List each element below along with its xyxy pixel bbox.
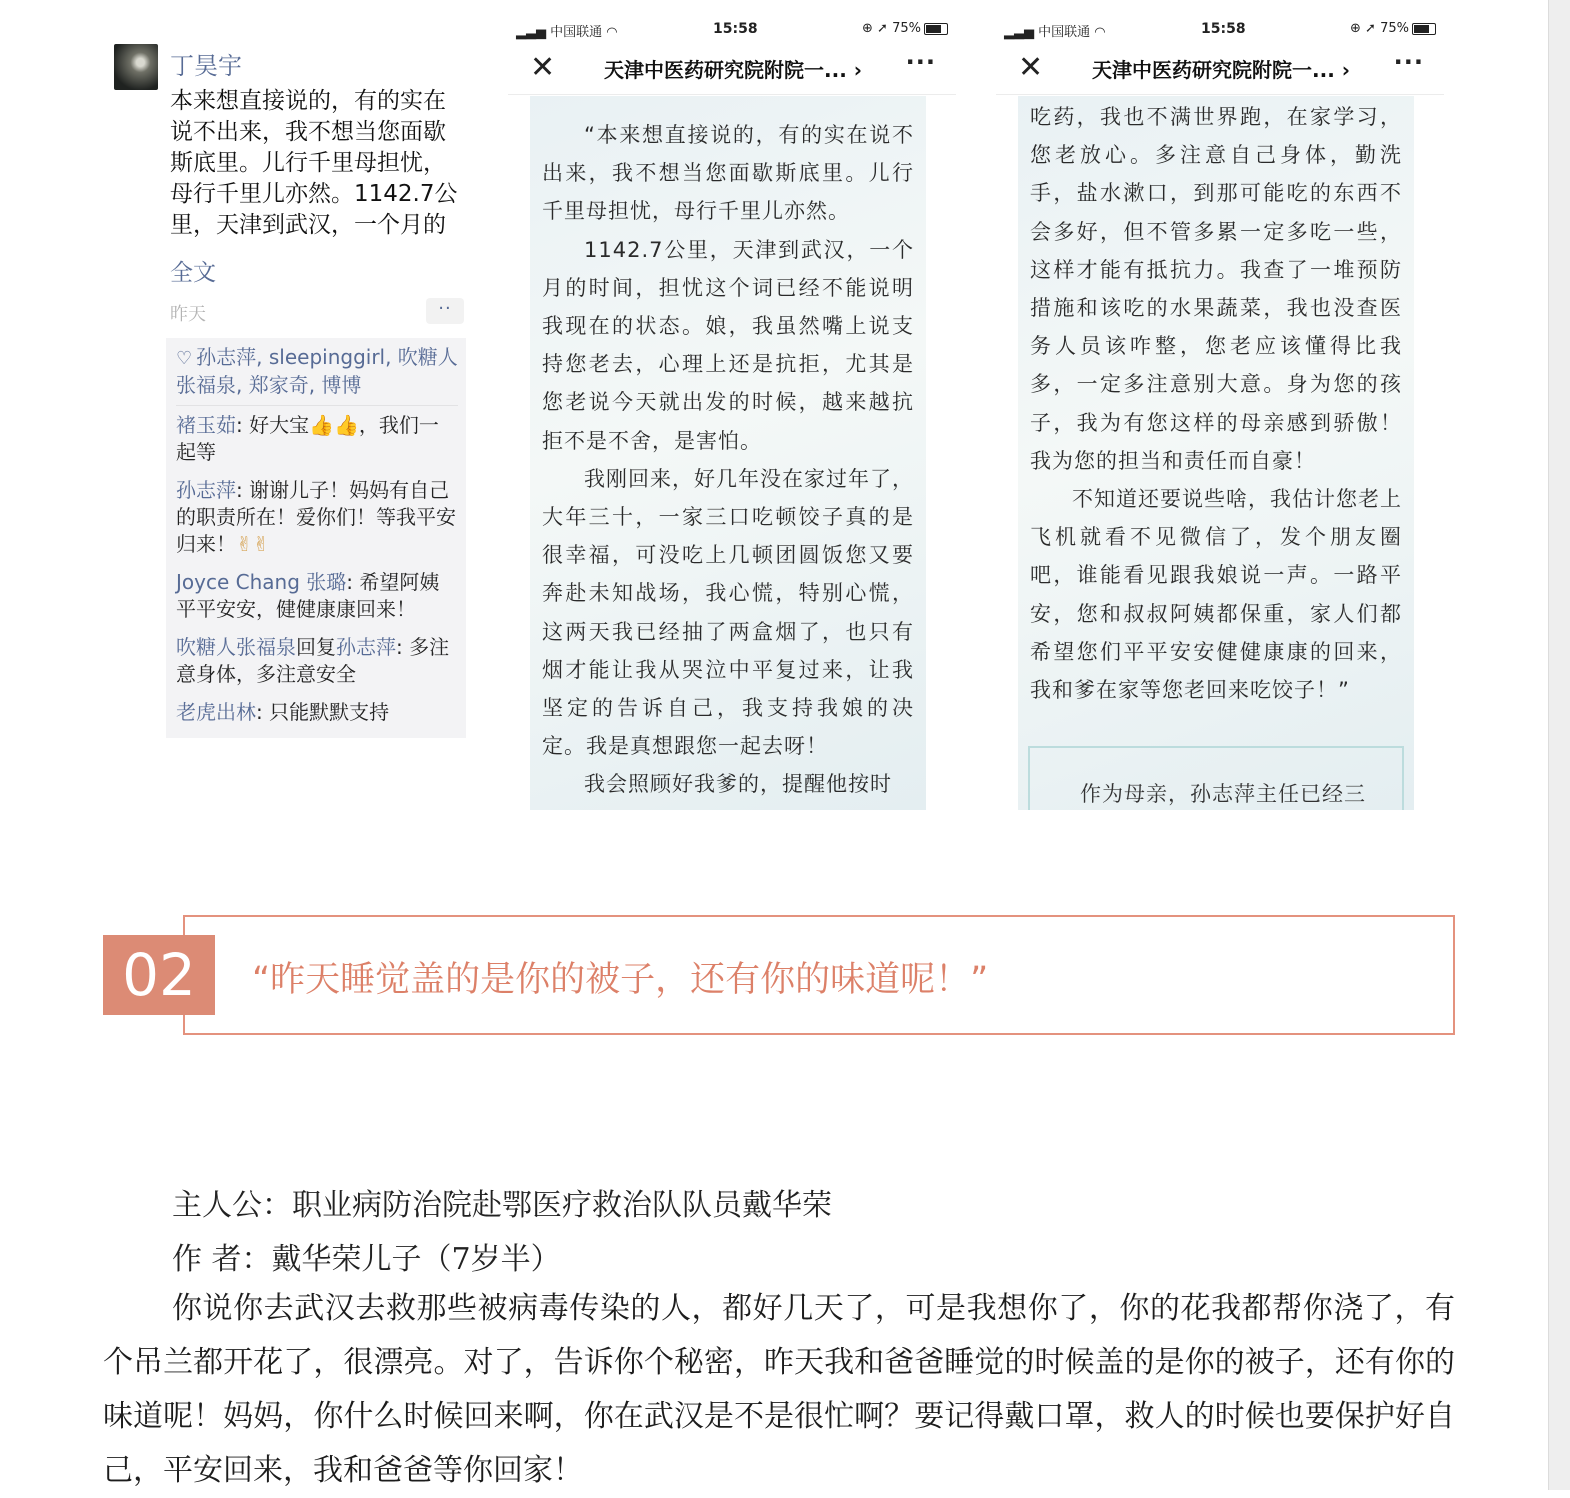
comment-user[interactable]: 老虎出林 xyxy=(176,700,256,724)
more-icon[interactable]: ··· xyxy=(1393,48,1424,76)
protagonist-line: 主人公：职业病防治院赴鄂医疗救治队队员戴华荣 xyxy=(172,1188,832,1223)
comment-text: ，我们一起等 xyxy=(176,413,439,464)
comment-sep: : xyxy=(256,700,270,724)
comments-area xyxy=(166,338,466,738)
moments-post xyxy=(108,38,470,743)
location-icon: ⊕ ➚ xyxy=(1350,21,1376,36)
comment-sep: : xyxy=(236,478,250,502)
comment-user[interactable]: 孙志萍 xyxy=(176,478,236,502)
wifi-icon: ◠ xyxy=(1094,25,1106,40)
avatar[interactable] xyxy=(114,44,158,90)
comment-user[interactable]: Joyce Chang 张璐 xyxy=(176,570,347,594)
close-icon[interactable]: ✕ xyxy=(1018,50,1044,85)
status-time: 15:58 xyxy=(1201,21,1246,37)
signal-icon: ▂▃▅ 中国联通 ◠ xyxy=(516,25,618,40)
nav-bar xyxy=(996,46,1444,95)
article-quote-box xyxy=(1028,746,1404,810)
comment-item[interactable] xyxy=(176,569,458,623)
status-bar xyxy=(508,10,956,46)
nav-title[interactable] xyxy=(1092,54,1350,83)
location-icon: ⊕ ➚ xyxy=(862,21,888,36)
article-box-text: 作为母亲，孙志萍主任已经三 xyxy=(1080,782,1366,806)
comment-text: 谢谢儿子！妈妈有自己的职责所在！爱你们！等我平安归来！ xyxy=(176,478,456,556)
carrier: 中国联通 xyxy=(550,25,603,40)
battery-percent: 75% xyxy=(1380,21,1409,36)
nav-title[interactable] xyxy=(604,54,862,83)
more-icon[interactable]: ··· xyxy=(905,48,936,76)
status-time: 15:58 xyxy=(713,21,758,37)
comment-user[interactable]: 褚玉茹 xyxy=(176,413,236,437)
comment-item[interactable] xyxy=(176,634,458,688)
article-paragraph: 不知道还要说些啥，我估计您老上飞机就看不见微信了，发个朋友圈吧，谁能看见跟我娘说一声。一路平安，您和叔叔阿姨都保重，家人们都希望您们平平安安健健康康的回来，我和爹在家等您老回来吃饺子！” xyxy=(1030,487,1402,703)
moments-post-text: 本来想直接说的，有的实在说不出来，我不想当您面歇斯底里。儿行千里母担忧，母行千里儿亦然。1142.7公里，天津到武汉，一个月的 xyxy=(170,88,458,238)
right-edge-strip xyxy=(1548,0,1570,1490)
status-bar xyxy=(996,10,1444,46)
carrier: 中国联通 xyxy=(1038,25,1091,40)
reply-to-user[interactable]: 孙志萍 xyxy=(336,635,396,659)
article-paragraph: “本来想直接说的，有的实在说不出来，我不想当您面歇斯底里。儿行千里母担忧，母行千里儿亦然。 xyxy=(542,123,914,224)
battery-icon xyxy=(1412,23,1436,35)
article-content xyxy=(1018,96,1414,810)
moments-user-name[interactable]: 丁昊宇 xyxy=(170,52,242,80)
comment-sep: : xyxy=(346,570,360,594)
wifi-icon: ◠ xyxy=(606,25,618,40)
chevron-right-icon: › xyxy=(1341,58,1351,82)
chevron-right-icon: › xyxy=(853,58,863,82)
close-icon[interactable]: ✕ xyxy=(530,50,556,85)
article-paragraph: 吃药，我也不满世界跑，在家学习，您老放心。多注意自己身体，勤洗手，盐水漱口，到那可能吃的东西不会多好，但不管多累一定多吃一些，这样才能有抵抗力。我查了一堆预防措施和该吃的水果蔬菜，我也没查医务人员该咋整，您老应该懂得比我多，一定多注意别大意。身为您的孩子，我为有您这样的母亲感到骄傲！我为您的担当和责任而自豪！ xyxy=(1030,105,1402,473)
comment-item[interactable] xyxy=(176,477,458,558)
full-text-link[interactable]: 全文 xyxy=(170,260,216,286)
thumbs-up-icon: 👍👍 xyxy=(309,413,359,437)
more-options-button[interactable]: ·· xyxy=(426,298,464,324)
likes-names[interactable]: 孙志萍, sleepinggirl, 吹糖人张福泉, 郑家奇, 博博 xyxy=(176,345,458,397)
battery-percent: 75% xyxy=(892,21,921,36)
phone-screenshot-1 xyxy=(508,10,956,810)
comment-sep: : xyxy=(396,635,410,659)
article-paragraph: 我会照顾好我爹的，提醒他按时 xyxy=(584,772,892,797)
comment-text: 只能默默支持 xyxy=(269,700,390,724)
section-number: 02 xyxy=(103,935,215,1015)
comment-text: 好大宝 xyxy=(249,413,310,437)
comment-sep: : xyxy=(236,413,250,437)
section-title: “昨天睡觉盖的是你的被子，还有你的味道呢！” xyxy=(252,960,989,1000)
battery-icon xyxy=(924,23,948,35)
signal-icon: ▂▃▅ 中国联通 ◠ xyxy=(1004,25,1106,40)
article-content xyxy=(530,96,926,810)
comment-text: 希望阿姨平平安安，健健康康回来！ xyxy=(176,570,440,621)
victory-hand-icon: ✌✌ xyxy=(236,532,270,556)
comment-user[interactable]: 吹糖人张福泉 xyxy=(176,635,296,659)
heart-icon: ♡ xyxy=(176,348,193,369)
nav-title-text: 天津中医药研究院附院一... xyxy=(1092,58,1335,82)
article-paragraph: 我刚回来，好几年没在家过年了，大年三十，一家三口吃顿饺子真的是很幸福，可没吃上几顿团圆饭您又要奔赴未知战场，我心慌，特别心慌，这两天我已经抽了两盒烟了，也只有烟才能让我从哭泣中平复过来，让我坚定的告诉自己，我支持我娘的决定。我是真想跟您一起去呀！ xyxy=(542,466,914,759)
letter-body: 你说你去武汉去救那些被病毒传染的人，都好几天了，可是我想你了，你的花我都帮你浇了，有个吊兰都开花了，很漂亮。对了，告诉你个秘密，昨天我和爸爸睡觉的时候盖的是你的被子，还有你的味道呢！妈妈，你什么时候回来啊，你在武汉是不是很忙啊？要记得戴口罩，救人的时候也要保护好自己，平安回来，我和爸爸等你回家！ xyxy=(103,1291,1455,1488)
nav-title-text: 天津中医药研究院附院一... xyxy=(604,58,847,82)
likes-list xyxy=(176,344,458,406)
phone-screenshot-2 xyxy=(996,10,1444,810)
post-time: 昨天 xyxy=(170,304,206,325)
article-paragraph: 1142.7公里，天津到武汉，一个月的时间，担忧这个词已经不能说明我现在的状态。娘，我虽然嘴上说支持您老去，心理上还是抗拒，尤其是您老说今天就出发的时候，越来越抗拒不是不舍，是害怕。 xyxy=(542,237,914,453)
author-line: 作 者：戴华荣儿子（7岁半） xyxy=(172,1242,561,1277)
comment-item[interactable] xyxy=(176,699,458,726)
comment-item[interactable] xyxy=(176,412,458,466)
comment-text: 多注意身体，多注意安全 xyxy=(176,635,450,686)
reply-word: 回复 xyxy=(296,635,336,659)
nav-bar xyxy=(508,46,956,95)
